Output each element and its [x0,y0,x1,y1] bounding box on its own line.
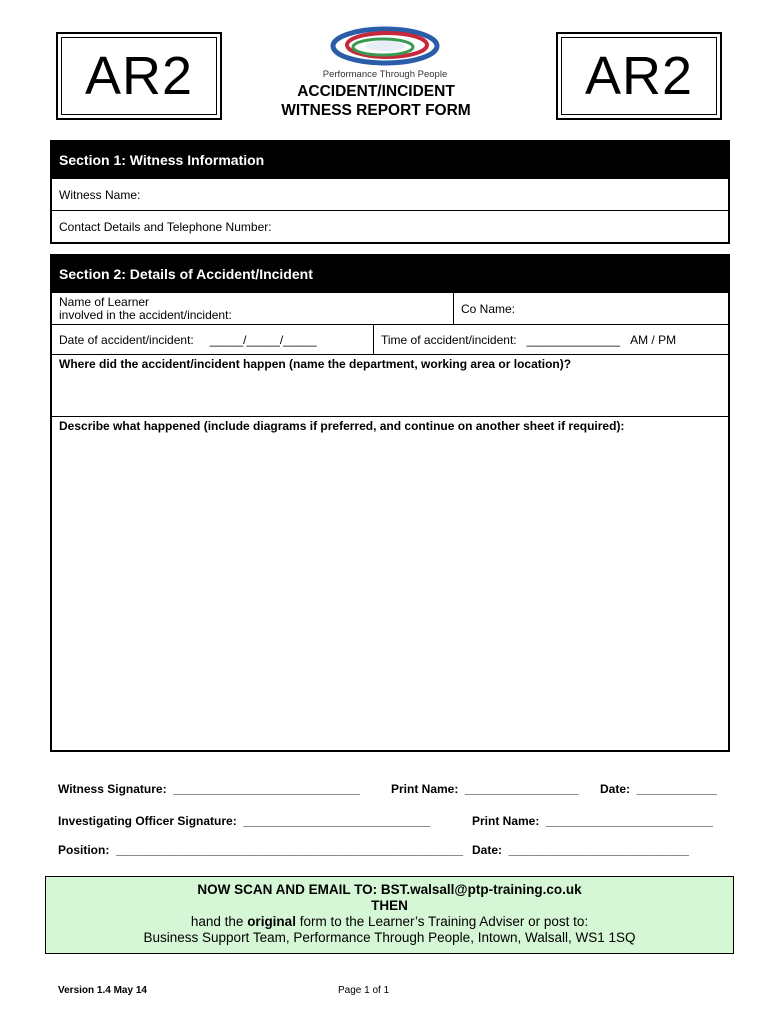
accident-time-field[interactable] [374,325,728,354]
description-label: Describe what happened (include diagrams if preferred, and continue on another sheet if required): [59,419,625,433]
company-logo [305,25,465,81]
hand-original-instruction [46,914,733,930]
location-label: Where did the accident/incident happen (name the department, working area or location)? [59,357,572,371]
witness-name-field[interactable] [52,178,728,210]
location-field[interactable] [52,354,728,416]
learner-label-line2: involved in the accident/incident: [59,307,232,322]
form-title-line2: WITNESS REPORT FORM [281,102,471,119]
section-2-heading: Section 2: Details of Accident/Incident [52,256,728,292]
swirl-logo-icon [325,25,445,69]
learner-label-line1: Name of Learner [59,294,150,309]
am-pm-label: AM / PM [630,332,677,347]
form-title-line1: ACCIDENT/INCIDENT [297,83,455,100]
witness-signature-field[interactable]: Witness Signature: ____________________________ [58,782,361,796]
learner-name-field[interactable] [52,293,454,324]
instruction-text-pre: hand the [190,914,248,929]
co-name-field[interactable] [454,293,728,324]
instruction-text-post: form to the Learner’s Training Adviser or post to: [295,914,589,929]
time-blank: ______________ [526,332,621,347]
time-label: Time of accident/incident: [381,332,517,347]
date-blank: _____/_____/_____ [209,332,317,347]
form-title [236,82,516,120]
contact-details-label: Contact Details and Telephone Number: [59,219,272,234]
original-emphasis: original [247,914,296,929]
scan-email-instruction: NOW SCAN AND EMAIL TO: BST.walsall@ptp-training.co.uk [197,882,582,897]
print-name-field-1[interactable]: Print Name: _________________ [391,782,579,796]
section-1-heading: Section 1: Witness Information [52,142,728,178]
date-label: Date of accident/incident: [59,332,194,347]
form-code-text: AR2 [584,46,694,106]
position-field[interactable]: Position: ____________________________________________________ [58,843,464,857]
form-code-left [56,32,222,120]
date-field-1[interactable]: Date: ____________ [600,782,717,796]
section-witness-information [50,140,730,244]
co-name-label: Co Name: [461,301,516,316]
contact-details-field[interactable] [52,210,728,242]
logo-tagline: Performance Through People [322,69,448,80]
page-number: Page 1 of 1 [338,985,390,996]
form-code-text: AR2 [84,46,194,106]
instruction-box [45,876,734,954]
version-label: Version 1.4 May 14 [58,985,147,996]
postal-address: Business Support Team, Performance Through People, Intown, Walsall, WS1 1SQ [143,930,636,945]
form-code-right [556,32,722,120]
officer-signature-field[interactable]: Investigating Officer Signature: ____________________________ [58,814,431,828]
accident-date-field[interactable] [52,325,374,354]
section-accident-details [50,254,730,752]
date-field-2[interactable]: Date: ___________________________ [472,843,689,857]
witness-name-label: Witness Name: [59,187,141,202]
then-label: THEN [371,898,408,913]
print-name-field-2[interactable]: Print Name: _________________________ [472,814,713,828]
description-field[interactable] [52,416,728,750]
